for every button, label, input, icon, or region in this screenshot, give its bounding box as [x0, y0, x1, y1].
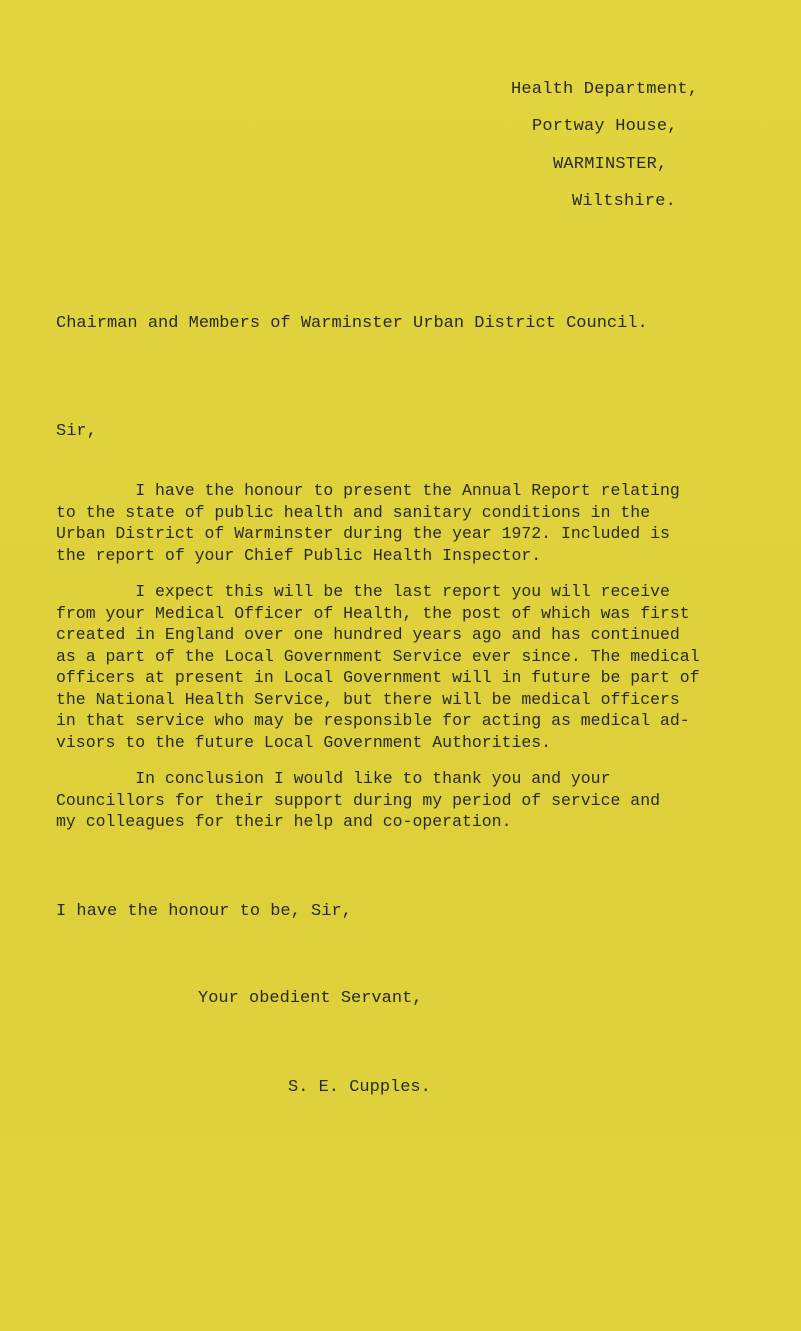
signatory-name: S. E. Cupples. [288, 1078, 431, 1097]
paragraph-line: to the state of public health and sanitary conditions in the [56, 502, 651, 522]
paragraph-line: I have the honour to present the Annual Report relating [56, 481, 680, 500]
paragraph-line: as a part of the Local Government Service ever since. The medical [56, 646, 700, 666]
address-line-building: Portway House, [532, 117, 678, 136]
paragraph-line: Councillors for their support during my period of service and [56, 790, 660, 810]
valediction: Your obedient Servant, [198, 989, 423, 1008]
addressee-line: Chairman and Members of Warminster Urban District Council. [56, 314, 648, 333]
paragraph-line: in that service who may be responsible for acting as medical ad- [56, 711, 690, 730]
paragraph-line: I expect this will be the last report you will receive [56, 582, 670, 601]
paragraph-report-intro [56, 480, 776, 566]
address-line-county: Wiltshire. [572, 192, 677, 211]
paragraph-last-report [56, 581, 776, 753]
paragraph-line: In conclusion I would like to thank you and your [56, 769, 611, 788]
paragraph-line: created in England over one hundred years ago and has continued [56, 625, 680, 644]
address-line-town: WARMINSTER, [553, 155, 668, 174]
salutation: Sir, [56, 422, 97, 441]
paragraph-line: the National Health Service, but there will be medical officers [56, 689, 680, 709]
paragraph-line: visors to the future Local Government Authorities. [56, 732, 552, 752]
paragraph-line: the report of your Chief Public Health Inspector. [56, 545, 542, 565]
closing-line: I have the honour to be, Sir, [56, 902, 352, 921]
paragraph-line: officers at present in Local Government will in future be part of [56, 668, 700, 687]
paragraph-conclusion [56, 768, 776, 833]
paragraph-line: Urban District of Warminster during the year 1972. Included is [56, 524, 670, 543]
paragraph-line: from your Medical Officer of Health, the post of which was first [56, 603, 690, 623]
paragraph-line: my colleagues for their help and co-operation. [56, 812, 512, 831]
address-line-department: Health Department, [511, 80, 699, 99]
